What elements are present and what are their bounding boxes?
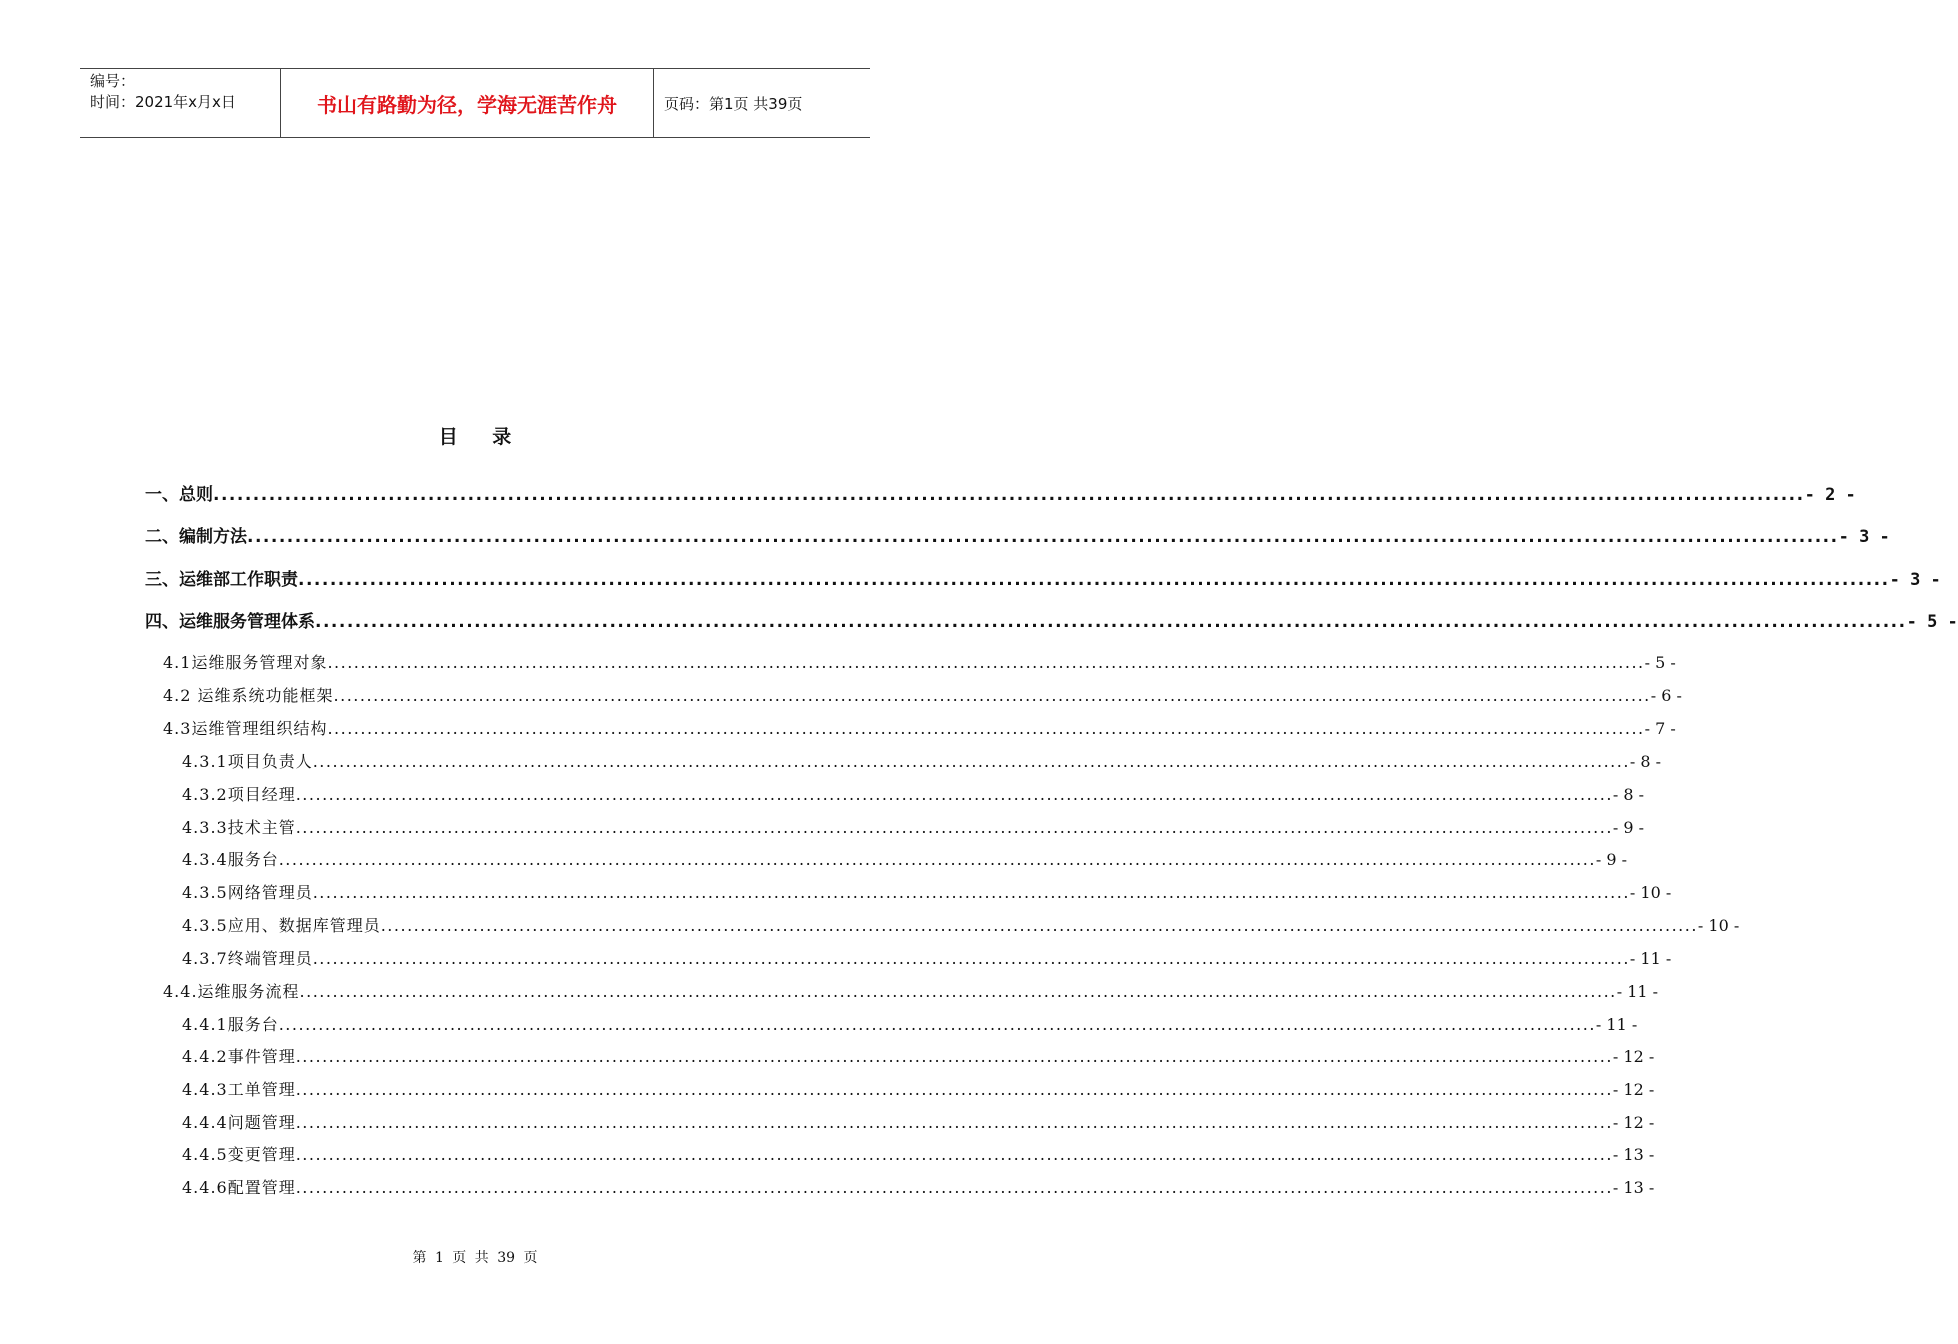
- toc-entry-page: - 2 -: [1804, 485, 1856, 505]
- toc-entry-label: 4.4.5变更管理: [182, 1145, 296, 1164]
- toc-entry-page: - 12 -: [1612, 1047, 1655, 1066]
- toc-entry-label: 4.3.3技术主管: [182, 818, 296, 837]
- toc-entry-page: - 3 -: [1889, 570, 1941, 590]
- toc-entry-label: 一、总则: [145, 485, 213, 505]
- toc-entry-page: - 9 -: [1595, 850, 1628, 869]
- toc-entry-page: - 8 -: [1612, 785, 1645, 804]
- toc-entry-page: - 3 -: [1838, 527, 1890, 547]
- toc-entry[interactable]: [163, 716, 1676, 739]
- toc-leader-dots: ........................................................................................................................................................................................................: [295, 1080, 1613, 1099]
- toc-entry-page: - 5 -: [1644, 653, 1676, 672]
- toc-entry-label: 4.3.5网络管理员: [182, 883, 313, 902]
- toc-entry[interactable]: [182, 1044, 1655, 1067]
- toc-entry-label: 四、运维服务管理体系: [145, 612, 315, 632]
- toc-entry-label: 4.3运维管理组织结构: [163, 719, 328, 738]
- toc-entry[interactable]: [163, 650, 1676, 673]
- toc-entry-label: 4.4.4问题管理: [182, 1113, 296, 1132]
- toc-leader-dots: ........................................................................................................................................................................................................: [312, 883, 1630, 902]
- toc-entry-page: - 11 -: [1629, 949, 1672, 968]
- toc-entry[interactable]: [182, 782, 1645, 805]
- toc-entry-label: 4.4.1服务台: [182, 1015, 279, 1034]
- toc-entry-page: - 11 -: [1616, 982, 1659, 1001]
- toc-entry-page: - 5 -: [1906, 612, 1958, 632]
- toc-leader-dots: ........................................................................................................................................................................................................: [295, 785, 1613, 804]
- toc-entry[interactable]: [182, 1077, 1655, 1100]
- toc-entry[interactable]: [182, 815, 1645, 838]
- toc-leader-dots: ........................................................................................................................................................................................................: [278, 1015, 1596, 1034]
- toc-leader-dots: ........................................................................................................................................................................................................: [298, 570, 1890, 590]
- toc-entry[interactable]: [182, 913, 1740, 936]
- toc-leader-dots: ........................................................................................................................................................................................................: [247, 527, 1839, 547]
- toc-entry-label: 4.3.5应用、数据库管理员: [182, 916, 381, 935]
- toc-entry[interactable]: [145, 522, 1890, 547]
- toc-entry[interactable]: [145, 607, 1958, 632]
- toc-leader-dots: ........................................................................................................................................................................................................: [327, 653, 1645, 672]
- header-page-info: 页码：第1页 共39页: [664, 94, 803, 113]
- header-time-label: 时间：2021年x月x日: [90, 93, 236, 111]
- toc-entry-page: - 10 -: [1629, 883, 1672, 902]
- header-number-label: 编号：: [90, 72, 136, 90]
- toc-entry[interactable]: [163, 979, 1659, 1002]
- toc-leader-dots: ........................................................................................................................................................................................................: [299, 982, 1617, 1001]
- toc-entry-page: - 13 -: [1612, 1178, 1655, 1197]
- toc-entry[interactable]: [182, 1110, 1655, 1133]
- toc-entry[interactable]: [163, 683, 1682, 706]
- toc-leader-dots: ........................................................................................................................................................................................................: [333, 686, 1651, 705]
- toc-entry-label: 4.3.4服务台: [182, 850, 279, 869]
- toc-entry-label: 4.4.运维服务流程: [163, 982, 300, 1001]
- toc-leader-dots: ........................................................................................................................................................................................................: [312, 752, 1630, 771]
- toc-entry-label: 三、运维部工作职责: [145, 570, 298, 590]
- toc-entry-label: 4.2 运维系统功能框架: [163, 686, 334, 705]
- header-meta: [80, 69, 281, 137]
- toc-leader-dots: ........................................................................................................................................................................................................: [295, 818, 1613, 837]
- toc-title: 目 录: [438, 426, 526, 448]
- toc-entry-label: 4.3.7终端管理员: [182, 949, 313, 968]
- toc-leader-dots: ........................................................................................................................................................................................................: [315, 612, 1907, 632]
- toc-entry-page: - 9 -: [1612, 818, 1645, 837]
- toc-entry-label: 4.4.6配置管理: [182, 1178, 296, 1197]
- toc-entry[interactable]: [182, 946, 1672, 969]
- toc-leader-dots: ........................................................................................................................................................................................................: [380, 916, 1698, 935]
- toc-entry-page: - 12 -: [1612, 1113, 1655, 1132]
- toc-entry-label: 4.1运维服务管理对象: [163, 653, 328, 672]
- toc-entry-label: 4.4.2事件管理: [182, 1047, 296, 1066]
- toc-entry-page: - 11 -: [1595, 1015, 1638, 1034]
- page-header: [80, 68, 870, 138]
- toc-entry-page: - 6 -: [1650, 686, 1682, 705]
- toc-entry[interactable]: [145, 565, 1941, 590]
- toc-entry-label: 4.4.3工单管理: [182, 1080, 296, 1099]
- toc-entry-page: - 8 -: [1629, 752, 1662, 771]
- toc-entry[interactable]: [182, 1142, 1655, 1165]
- toc-entry[interactable]: [145, 480, 1856, 505]
- toc-leader-dots: ........................................................................................................................................................................................................: [327, 719, 1645, 738]
- toc-entry-page: - 12 -: [1612, 1080, 1655, 1099]
- toc-entry-page: - 10 -: [1697, 916, 1740, 935]
- toc-entry-label: 4.3.2项目经理: [182, 785, 296, 804]
- toc-leader-dots: ........................................................................................................................................................................................................: [312, 949, 1630, 968]
- toc-leader-dots: ........................................................................................................................................................................................................: [278, 850, 1596, 869]
- header-motto: 书山有路勤为径，学海无涯苦作舟: [281, 69, 654, 137]
- toc-leader-dots: ........................................................................................................................................................................................................: [295, 1145, 1613, 1164]
- toc-entry[interactable]: [182, 880, 1672, 903]
- toc-entry-label: 4.3.1项目负责人: [182, 752, 313, 771]
- toc-leader-dots: ........................................................................................................................................................................................................: [295, 1113, 1613, 1132]
- toc-entry[interactable]: [182, 1012, 1638, 1035]
- toc-leader-dots: ........................................................................................................................................................................................................: [295, 1178, 1613, 1197]
- toc-leader-dots: ........................................................................................................................................................................................................: [295, 1047, 1613, 1066]
- toc-entry-page: - 13 -: [1612, 1145, 1655, 1164]
- toc-entry-label: 二、编制方法: [145, 527, 247, 547]
- toc-entry-page: - 7 -: [1644, 719, 1676, 738]
- toc-entry[interactable]: [182, 847, 1628, 870]
- toc-entry[interactable]: [182, 749, 1662, 772]
- toc-leader-dots: ........................................................................................................................................................................................................: [213, 485, 1805, 505]
- toc-entry[interactable]: [182, 1175, 1655, 1198]
- page-footer: 第 1 页 共 39 页: [412, 1250, 538, 1266]
